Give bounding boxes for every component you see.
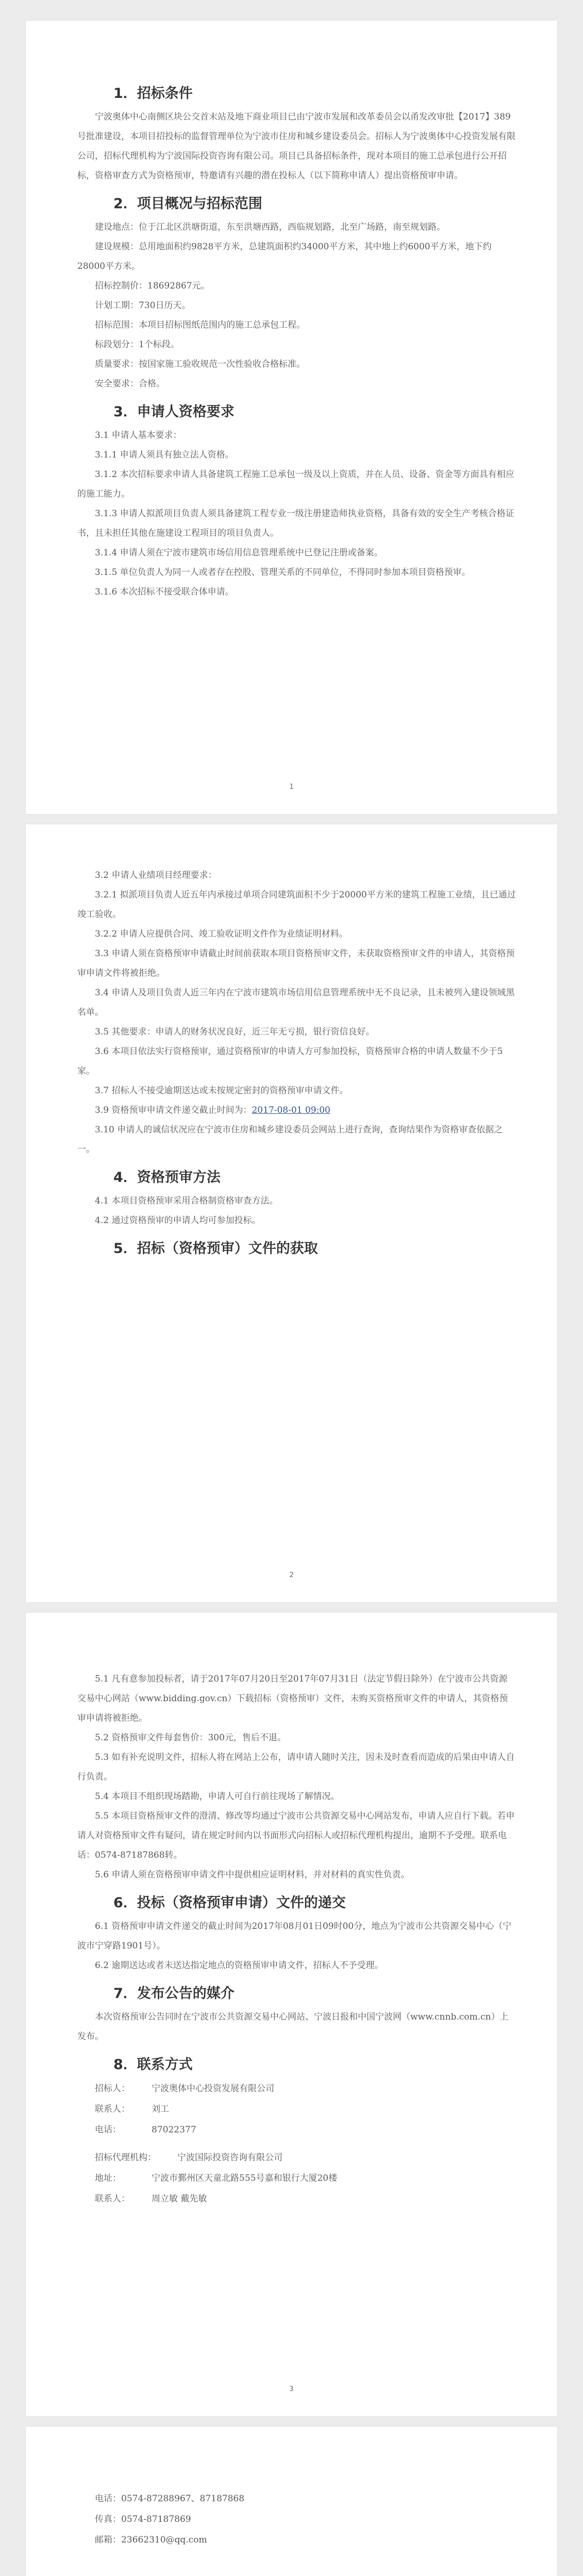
- section-3-item: 3.1.5 单位负责人为同一人或者存在控股、管理关系的不同单位，不得同时参加本项目资格预审。: [95, 567, 471, 578]
- section-2-item: 计划工期：730日历天。: [95, 300, 191, 311]
- section-2-item: 建设规模：总用地面积约9828平方米，总建筑面积约34000平方米，其中地上约6000平方米，地下约28000平方米。: [77, 242, 492, 272]
- section-3-item: 3.7 招标人不接受逾期送达或未按规定密封的资格预审申请文件。: [95, 1086, 348, 1096]
- document-page-4: [26, 2427, 557, 2576]
- section-3-item: 3.1.3 申请人拟派项目负责人须具备建筑工程专业一级注册建造师执业资格，具备有效的安全生产考核合格证书，且未担任其他在施建设工程项目的项目负责人。: [77, 509, 514, 538]
- section-5-title: 5．招标（资格预审）文件的获取: [113, 1241, 318, 1257]
- contact-line: 传真：0574-87187869: [95, 2514, 191, 2524]
- contact-value: 87022377: [152, 2125, 196, 2135]
- page-number: 3: [289, 2385, 294, 2393]
- contact-row: [95, 2168, 516, 2189]
- section-3-item: 3.4 申请人及项目负责人近三年内在宁波市建筑市场信用信息管理系统中无不良记录，且未被列入建设领域黑名单。: [77, 988, 515, 1018]
- section-1-body: 宁波奥体中心南侧区块公交首末站及地下商业项目已由宁波市发展和改革委员会以甬发改审批【2017】389号批准建设，本项目招投标的监督管理单位为宁波市住房和城乡建设委员会。招标人为宁波奥体中心投资发展有限公司，招标代理机构为宁波国际投资咨询有限公司。项目已具备招标条件，现对本项目的施工总承包进行公开招标，资格审查方式为资格预审，特邀请有兴趣的潜在投标人（以下简称申请人）提出资格预审申请。: [77, 112, 515, 181]
- section-2-item: 质量要求：按国家施工验收规范一次性验收合格标准。: [95, 359, 305, 369]
- contact-key: 电话：: [95, 2125, 121, 2135]
- section-3-item: 3.2 申请人业绩项目经理要求：: [95, 870, 217, 880]
- section-4-item: 4.1 本项目资格预审采用合格制资格审查方法。: [95, 1196, 278, 1206]
- section-3-item: 3.2.2 申请人应提供合同、竣工验收证明文件作为业绩证明材料。: [95, 929, 348, 939]
- section-3-item: 3.1.1 申请人须具有独立法人资格。: [95, 450, 234, 460]
- section-7-title: 7．发布公告的媒介: [113, 1986, 235, 2002]
- document-page-2: [26, 824, 557, 1602]
- contact-key: 联系人：: [95, 2194, 130, 2204]
- section-5-item: 5.4 本项目不组织现场踏勘，申请人可自行前往现场了解情况。: [95, 1791, 340, 1802]
- contact-key: 联系人：: [95, 2104, 130, 2114]
- section-5-item: 5.3 如有补充说明文件，招标人将在网站上公布，请申请人随时关注，因未及时查看而造成的后果由申请人自行负责。: [77, 1752, 515, 1782]
- contact-row: [95, 2147, 516, 2168]
- section-3-item: 3.1.6 本次招标不接受联合体申请。: [95, 587, 234, 597]
- section-3-item: 3.6 本项目依法实行资格预审，通过资格预审的申请人方可参加投标，资格预审合格的申请人数量不少于5家。: [77, 1046, 503, 1076]
- section-3-item: 3.1.4 申请人须在宁波市建筑市场信用信息管理系统中已登记注册或备案。: [95, 548, 383, 558]
- contact-value: 宁波国际投资咨询有限公司: [177, 2153, 282, 2163]
- section-4-item: 4.2 通过资格预审的申请人均可参加投标。: [95, 1215, 261, 1226]
- page-number: 2: [289, 1571, 294, 1579]
- contact-row: [95, 2078, 516, 2099]
- contact-key: 地址：: [95, 2173, 121, 2183]
- contact-key: 招标代理机构：: [95, 2153, 156, 2163]
- section-2-title: 2．项目概况与招标范围: [113, 196, 262, 212]
- section-3-item: 3.3 申请人须在资格预审申请截止时间前获取本项目资格预审文件，未获取资格预审文件的申请人，其资格预审申请文件将被拒绝。: [77, 948, 515, 978]
- contact-line: 邮箱：23662310@qq.com: [95, 2535, 207, 2545]
- section-4-title: 4．资格预审方法: [113, 1170, 221, 1185]
- section-2-item: 招标范围：本项目招标图纸范围内的施工总承包工程。: [95, 320, 305, 330]
- section-6-item: 6.1 资格预审申请文件递交的截止时间为2017年08月01日09时00分，地点为宁波市公共资源交易中心（宁波市宁穿路1901号）。: [77, 1921, 512, 1951]
- section-6-item: 6.2 逾期送达或者未送达指定地点的资格预审申请文件，招标人不予受理。: [95, 1960, 384, 1971]
- section-3-item: [77, 1100, 516, 1120]
- section-5-item: 5.1 凡有意参加投标者，请于2017年07月20日至2017年07月31日（法定节假日除外）在宁波市公共资源交易中心网站（www.bidding.gov.cn）下载招标（资格预审）文件，未购买资格预审文件的申请人，其资格预审申请将被拒绝。: [77, 1674, 508, 1723]
- section-3-item: 3.1.2 本次招标要求申请人具备建筑工程施工总承包一级及以上资质，并在人员、设备、资金等方面具有相应的施工能力。: [77, 469, 514, 499]
- section-2-item: 建设地点：位于江北区洪塘街道，东至洪塘西路，西临规划路，北至广场路，南至规划路。: [95, 222, 445, 232]
- contact-row: [95, 2120, 516, 2140]
- document-page-3: [26, 1613, 557, 2416]
- section-1-title: 1．招标条件: [113, 86, 193, 101]
- section-2-item: 招标控制价：18692867元。: [95, 281, 210, 291]
- section-6-title: 6．投标（资格预审申请）文件的递交: [113, 1895, 346, 1911]
- contact-value: 周立敏 戴先敏: [152, 2194, 207, 2204]
- section-3-item: 3.5 其他要求：申请人的财务状况良好，近三年无亏损，银行资信良好。: [95, 1027, 375, 1037]
- section-5-item: 5.5 本项目资格预审文件的澄清、修改等均通过宁波市公共资源交易中心网站发布，申请人应自行下载。若申请人对资格预审文件有疑问，请在规定时间内以书面形式向招标人或招标代理机构提出，逾期不予受理。联系电话：0574-87187868转。: [77, 1811, 515, 1860]
- section-8-title: 8．联系方式: [113, 2057, 193, 2073]
- section-2-item: 标段划分：1个标段。: [95, 340, 179, 350]
- contact-line: 电话：0574-87288967、87187868: [95, 2494, 245, 2504]
- section-2-item: 安全要求：合格。: [95, 379, 165, 389]
- section-5-item: 5.2 资格预审文件每套售价：300元，售后不退。: [95, 1733, 286, 1743]
- contact-value: 宁波奥体中心投资发展有限公司: [152, 2083, 274, 2094]
- contact-value: 刘工: [152, 2104, 169, 2114]
- section-3-item: 3.2.1 拟派项目负责人近五年内承接过单项合同建筑面积不少于20000平方米的建筑工程施工业绩，且已通过竣工验收。: [77, 890, 516, 920]
- section-3-title: 3．申请人资格要求: [113, 404, 235, 420]
- document-page-1: [26, 21, 557, 814]
- section-3-item: 3.10 申请人的诚信状况应在宁波市住房和城乡建设委员会网站上进行查询，查询结果作为资格审查依据之一。: [77, 1125, 503, 1155]
- page-number: 1: [289, 783, 294, 791]
- contact-value: 宁波市鄞州区天童北路555号嘉和银行大厦20楼: [152, 2173, 338, 2183]
- section-7-body: 本次资格预审公告同时在宁波市公共资源交易中心网站、宁波日报和中国宁波网（www.cnnb.com.cn）上发布。: [77, 2012, 509, 2042]
- section-3-item: 3.1 申请人基本要求：: [95, 430, 182, 440]
- item-3-9-text: 3.9 资格预审申请文件递交截止时间为：: [95, 1105, 252, 1115]
- contact-key: 招标人：: [95, 2083, 130, 2094]
- contact-row: [95, 2189, 516, 2209]
- item-3-9-date: 2017-08-01 09:00: [252, 1105, 330, 1115]
- contact-row: [95, 2099, 516, 2120]
- section-5-item: 5.6 申请人须在资格预审申请文件中提供相应证明材料，并对材料的真实性负责。: [95, 1870, 410, 1880]
